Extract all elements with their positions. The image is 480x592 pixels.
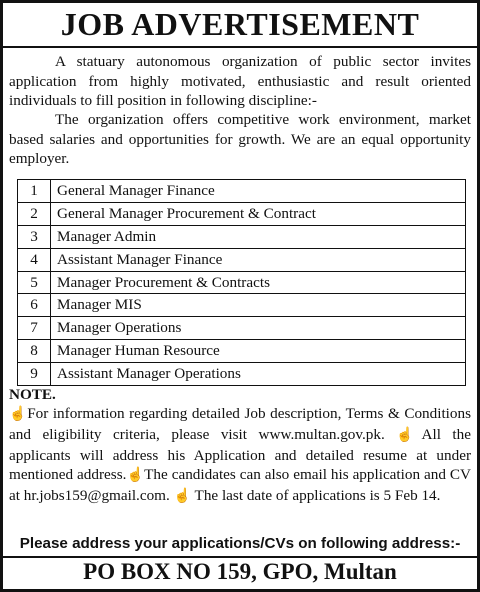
position-title: Manager Operations xyxy=(51,317,466,340)
note-heading: NOTE. xyxy=(9,386,56,403)
hand-pointer-icon: ☝ xyxy=(9,407,28,422)
note-item-email: The candidates can also email his application and CV at hr.jobs159@gmail.com. xyxy=(9,466,471,505)
hand-pointer-icon: ☝ xyxy=(173,489,192,505)
note-item-info: For information regarding detailed Job description, Terms & Conditions and eligibility criteria, please visit www.multan.gov.pk. xyxy=(9,405,471,443)
table-row xyxy=(18,248,466,271)
position-title: Manager MIS xyxy=(51,294,466,317)
position-title: General Manager Procurement & Contract xyxy=(51,202,466,225)
position-title: Assistant Manager Finance xyxy=(51,248,466,271)
position-number: 2 xyxy=(18,202,51,225)
position-number: 4 xyxy=(18,248,51,271)
table-row xyxy=(18,225,466,248)
table-row xyxy=(18,340,466,363)
table-row xyxy=(18,363,466,386)
position-title: General Manager Finance xyxy=(51,180,466,203)
positions-table xyxy=(17,179,466,386)
title-divider xyxy=(3,46,477,48)
position-number: 3 xyxy=(18,225,51,248)
position-number: 8 xyxy=(18,340,51,363)
position-title: Manager Procurement & Contracts xyxy=(51,271,466,294)
position-title: Manager Human Resource xyxy=(51,340,466,363)
position-title: Manager Admin xyxy=(51,225,466,248)
ad-title: JOB ADVERTISEMENT xyxy=(60,6,420,42)
position-number: 5 xyxy=(18,271,51,294)
table-row xyxy=(18,180,466,203)
note-body xyxy=(9,404,471,507)
position-number: 6 xyxy=(18,294,51,317)
address-label: Please address your applications/CVs on following address:- xyxy=(19,535,461,552)
position-number: 1 xyxy=(18,180,51,203)
note-item-deadline: The last date of applications is 5 Feb 14. xyxy=(194,487,441,505)
mailing-address: PO BOX NO 159, GPO, Multan xyxy=(83,559,397,584)
table-row xyxy=(18,294,466,317)
intro-paragraph-1: A statuary autonomous organization of public sector invites application from highly motivated, enthusiastic and result oriented individuals to fill position in following discipline:- xyxy=(9,53,471,109)
hand-pointer-icon: ☝ xyxy=(396,427,422,443)
note-item-address: All the applicants will address his Application and detailed resume at under mentioned address. xyxy=(9,425,471,484)
hand-pointer-icon: ☝ xyxy=(126,468,145,484)
table-row xyxy=(18,202,466,225)
table-row xyxy=(18,317,466,340)
position-number: 7 xyxy=(18,317,51,340)
table-row xyxy=(18,271,466,294)
position-title: Assistant Manager Operations xyxy=(51,363,466,386)
position-number: 9 xyxy=(18,363,51,386)
intro-paragraph-2: The organization offers competitive work environment, market based salaries and opportunities for growth. We are an equal opportunity employer. xyxy=(9,111,471,167)
